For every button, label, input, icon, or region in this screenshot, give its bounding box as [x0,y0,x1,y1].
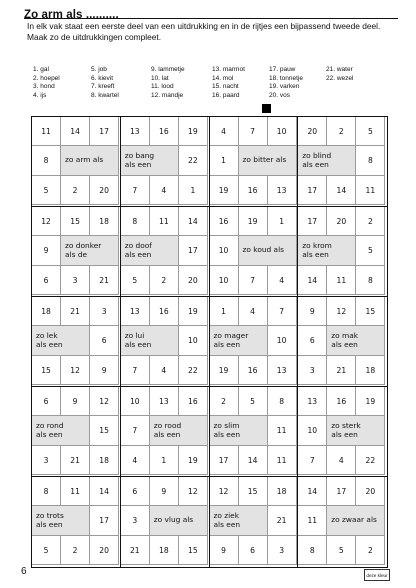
number-cell: 2 [61,536,90,565]
word-list-item: 16. paard [212,91,240,99]
number-cell: 16 [210,207,239,236]
word-list [33,66,383,102]
number-cell: 22 [179,356,208,385]
word-list-column [326,66,353,83]
number-cell: 19 [210,176,239,205]
expression-cell: zo donker als de [61,236,119,265]
number-cell: 19 [210,356,239,385]
number-cell: 3 [90,297,119,326]
word-list-item: 13. marmot [212,66,245,73]
puzzle-block [209,476,299,568]
number-cell: 15 [61,207,90,236]
expression-cell: zo bitter als [239,146,297,175]
number-cell: 12 [90,387,119,416]
number-cell: 21 [61,446,90,475]
puzzle-block [297,206,387,298]
color-badge: deze kleur [364,569,390,581]
expression-cell: zo krom als een [298,236,356,265]
instruction-line-1: In elk vak staat een eerste deel van een uitdrukking en in de rijtjes een bijpassend tweede deel. [27,21,381,31]
puzzle-block [31,476,121,568]
puzzle-block [297,116,387,208]
number-cell: 17 [210,446,239,475]
number-cell: 15 [90,416,119,445]
word-list-item: 1. gal [33,66,49,73]
number-cell: 8 [268,387,297,416]
instructions [27,21,407,42]
number-cell: 2 [356,207,385,236]
word-list-item: 14. mol [212,74,234,82]
number-cell: 3 [298,356,327,385]
number-cell: 20 [327,207,356,236]
puzzle-block [120,116,210,208]
instruction-line-2: Maak zo de uitdrukkingen compleet. [27,31,162,42]
word-list-item: 7. kreeft [91,83,115,91]
number-cell: 10 [210,266,239,295]
number-cell: 13 [298,387,327,416]
number-cell: 16 [150,297,179,326]
expression-cell: zo rood als een [150,416,208,445]
number-cell: 8 [32,477,61,506]
number-cell: 12 [327,297,356,326]
number-cell: 10 [210,236,239,265]
number-cell: 18 [90,207,119,236]
number-cell: 9 [90,356,119,385]
number-cell: 1 [179,176,208,205]
number-cell: 15 [32,356,61,385]
number-cell: 20 [90,536,119,565]
number-cell: 7 [121,176,150,205]
expression-cell: zo sterk als een [327,416,385,445]
number-cell: 22 [356,446,385,475]
word-list-item: 19. varken [269,83,300,91]
word-list-item: 22. wezel [326,74,354,82]
number-cell: 16 [239,176,268,205]
expression-cell: zo arm als [61,146,119,175]
page-title: Zo arm als .......... [24,9,119,21]
number-cell: 16 [150,117,179,146]
puzzle-block [120,296,210,388]
word-list-item: 11. lood [151,83,174,91]
expression-cell: zo doof als een [121,236,179,265]
number-cell: 5 [356,117,385,146]
word-list-item: 8. kwartel [91,91,119,99]
puzzle-block [209,386,299,478]
number-cell: 7 [298,446,327,475]
expression-cell: zo bang als een [121,146,179,175]
number-cell: 2 [150,266,179,295]
page-number: 6 [21,566,27,577]
number-cell: 21 [268,506,297,535]
number-cell: 18 [90,446,119,475]
number-cell: 14 [327,176,356,205]
word-list-item: 3. hond [33,83,55,91]
number-cell: 21 [61,297,90,326]
number-cell: 6 [121,477,150,506]
number-cell: 19 [239,207,268,236]
number-cell: 1 [210,297,239,326]
number-cell: 13 [268,176,297,205]
number-cell: 21 [121,536,150,565]
number-cell: 2 [356,536,385,565]
word-list-item: 2. hoepel [33,74,60,82]
number-cell: 8 [356,266,385,295]
puzzle-block [31,296,121,388]
number-cell: 12 [32,207,61,236]
number-cell: 18 [150,536,179,565]
number-cell: 17 [298,207,327,236]
number-cell: 16 [179,387,208,416]
expression-cell: zo blind als een [298,146,356,175]
number-cell: 6 [32,387,61,416]
number-cell: 8 [356,146,385,175]
number-cell: 2 [210,387,239,416]
number-cell: 13 [268,356,297,385]
puzzle-block [297,476,387,568]
number-cell: 14 [298,266,327,295]
number-cell: 19 [356,387,385,416]
number-cell: 11 [150,207,179,236]
number-cell: 1 [268,207,297,236]
number-cell: 14 [61,117,90,146]
number-cell: 3 [32,446,61,475]
number-cell: 5 [32,536,61,565]
number-cell: 21 [90,266,119,295]
number-cell: 8 [32,146,61,175]
number-cell: 5 [327,536,356,565]
number-cell: 16 [327,387,356,416]
word-list-column [212,66,245,100]
expression-cell: zo vlug als [150,506,208,535]
number-cell: 5 [239,387,268,416]
number-cell: 4 [121,446,150,475]
expression-cell: zo slim als een [210,416,268,445]
number-cell: 20 [298,117,327,146]
expression-cell: zo lek als een [32,326,90,355]
word-list-item: 5. job [91,66,107,73]
number-cell: 6 [298,326,327,355]
number-cell: 10 [298,416,327,445]
number-cell: 13 [121,297,150,326]
expression-cell: zo mager als een [210,326,268,355]
number-cell: 19 [179,446,208,475]
number-cell: 4 [268,266,297,295]
number-cell: 9 [61,387,90,416]
word-list-column [91,66,119,100]
number-cell: 11 [61,477,90,506]
number-cell: 11 [356,176,385,205]
number-cell: 10 [179,326,208,355]
word-list-item: 10. lat [151,74,169,82]
number-cell: 7 [239,117,268,146]
word-list-item: 9. lammetje [151,66,185,73]
title-area [24,3,394,19]
number-cell: 3 [268,536,297,565]
number-cell: 4 [210,117,239,146]
expression-cell: zo lui als een [121,326,179,355]
puzzle-block [209,116,299,208]
number-cell: 11 [298,506,327,535]
number-cell: 11 [327,266,356,295]
expression-cell: zo mak als een [327,326,385,355]
number-cell: 14 [179,207,208,236]
expression-cell: zo rond als een [32,416,90,445]
number-cell: 10 [268,326,297,355]
puzzle-block [31,206,121,298]
puzzle-block [31,116,121,208]
puzzle-block [120,386,210,478]
number-cell: 14 [298,477,327,506]
number-cell: 10 [121,387,150,416]
number-cell: 17 [298,176,327,205]
number-cell: 2 [61,176,90,205]
puzzle-block [120,476,210,568]
black-square-marker [262,104,271,113]
number-cell: 11 [268,446,297,475]
number-cell: 12 [179,477,208,506]
number-cell: 9 [150,477,179,506]
number-cell: 18 [356,356,385,385]
number-cell: 5 [32,176,61,205]
number-cell: 15 [239,477,268,506]
number-cell: 4 [150,176,179,205]
word-list-item: 6. kievit [91,74,114,82]
number-cell: 12 [61,356,90,385]
number-cell: 15 [179,536,208,565]
number-cell: 6 [239,536,268,565]
word-list-item: 4. ijs [33,91,47,99]
number-cell: 21 [327,356,356,385]
number-cell: 17 [90,506,119,535]
number-cell: 18 [268,477,297,506]
number-cell: 11 [32,117,61,146]
word-list-item: 17. pauw [269,66,296,73]
number-cell: 6 [32,266,61,295]
word-list-column [33,66,60,100]
number-cell: 17 [90,117,119,146]
number-cell: 6 [90,326,119,355]
number-cell: 3 [61,266,90,295]
number-cell: 14 [239,446,268,475]
number-cell: 20 [356,477,385,506]
number-cell: 19 [179,297,208,326]
number-cell: 5 [121,266,150,295]
expression-cell: zo ziek als een [210,506,268,535]
puzzle-block [209,206,299,298]
puzzle-block [31,386,121,478]
puzzle-block [209,296,299,388]
word-list-item: 21. water [326,66,353,73]
number-cell: 16 [239,356,268,385]
expression-cell: zo zwaar als [327,506,385,535]
number-cell: 22 [179,146,208,175]
puzzle-board [31,116,386,566]
number-cell: 2 [327,117,356,146]
number-cell: 17 [327,477,356,506]
number-cell: 14 [90,477,119,506]
number-cell: 17 [179,236,208,265]
number-cell: 4 [150,356,179,385]
number-cell: 13 [121,117,150,146]
number-cell: 10 [268,117,297,146]
number-cell: 9 [298,297,327,326]
puzzle-block [120,206,210,298]
word-list-item: 18. tonnetje [269,74,303,82]
number-cell: 15 [356,297,385,326]
word-list-item: 20. vos [269,91,290,99]
number-cell: 1 [150,446,179,475]
number-cell: 4 [239,297,268,326]
number-cell: 12 [210,477,239,506]
number-cell: 9 [210,536,239,565]
number-cell: 11 [268,416,297,445]
number-cell: 5 [356,236,385,265]
number-cell: 4 [327,446,356,475]
expression-cell: zo trots als een [32,506,90,535]
word-list-item: 12. mandje [151,91,184,99]
number-cell: 19 [179,117,208,146]
number-cell: 1 [210,146,239,175]
number-cell: 7 [121,416,150,445]
number-cell: 7 [121,356,150,385]
puzzle-block [297,296,387,388]
number-cell: 7 [268,297,297,326]
number-cell: 13 [150,387,179,416]
number-cell: 3 [121,506,150,535]
word-list-item: 15. nacht [212,83,239,91]
number-cell: 20 [90,176,119,205]
number-cell: 20 [179,266,208,295]
number-cell: 18 [32,297,61,326]
expression-cell: zo koud als [239,236,297,265]
number-cell: 7 [239,266,268,295]
number-cell: 8 [298,536,327,565]
number-cell: 9 [32,236,61,265]
word-list-column [151,66,185,100]
puzzle-block [297,386,387,478]
word-list-column [269,66,303,100]
number-cell: 8 [121,207,150,236]
title-underline [24,18,398,19]
